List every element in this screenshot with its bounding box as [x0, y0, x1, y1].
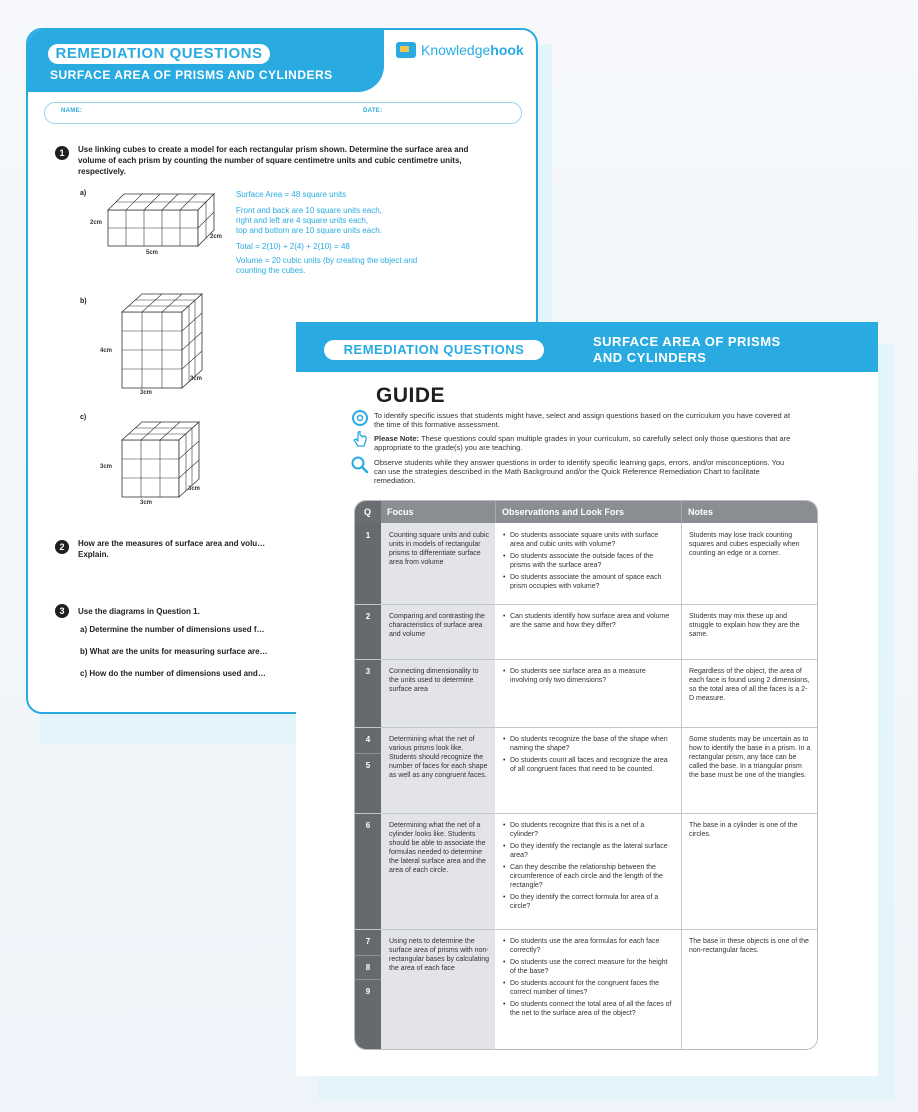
- header-pill: REMEDIATION QUESTIONS: [48, 44, 270, 64]
- header-subtitle: SURFACE AREA OF PRISMS AND CYLINDERS: [593, 334, 781, 365]
- q-divider: [355, 753, 381, 754]
- observation-item: • Do students count all faces and recognize the area of all congruent faces that need to be counted.: [503, 756, 673, 774]
- focus-cell: Connecting dimensionality to the units used to determine surface area: [389, 668, 479, 693]
- observation-item: • Do students recognize the base of the shape when naming the shape?: [503, 735, 673, 753]
- observation-item: • Do students recognize that this is a net of a cylinder?: [503, 821, 673, 839]
- header-band: [296, 322, 878, 372]
- knowledgehook-logo: [396, 39, 524, 61]
- worksheet-page-front: [296, 322, 878, 1076]
- row-divider: [355, 929, 817, 930]
- header-band: [28, 30, 384, 92]
- part-label: a): [80, 190, 87, 197]
- sub-question: b) What are the units for measuring surface are…: [80, 647, 268, 656]
- observation-item: • Do students connect the total area of all the faces of the net to the surface area of the object?: [503, 1000, 673, 1018]
- table-header-focus: Focus: [381, 501, 495, 523]
- observation-item: • Do they identify the correct formula for area of a circle?: [503, 893, 673, 911]
- observation-item: • Can they describe the relationship between the circumference of each circle and the length of the rectangle?: [503, 863, 673, 890]
- guide-note: To identify specific issues that students might have, select and assign questions based on the curriculum you have covered at the time of this formative assessment.: [374, 411, 794, 429]
- observation-item: • Do students see surface area as a measure involving only two dimensions?: [503, 667, 673, 685]
- observation-item: • Do students associate the outside faces of the prisms with the surface area?: [503, 552, 673, 570]
- focus-cell: Comparing and contrasting the characteristics of surface area and volume: [389, 613, 485, 638]
- observation-item: • Do students use the correct measure for the height of the base?: [503, 958, 673, 976]
- observation-item: • Do students associate the amount of space each prism occupies with volume?: [503, 573, 673, 591]
- observation-item: • Do students account for the congruent faces the correct number of times?: [503, 979, 673, 997]
- name-label: NAME:: [61, 108, 83, 114]
- question-number-cell: 9: [365, 987, 371, 996]
- observations-cell: [503, 667, 673, 688]
- row-divider: [355, 727, 817, 728]
- answer-line: Volume = 20 cubic units (by creating the object and counting the cubes.: [236, 256, 418, 275]
- table-header-observations: Observations and Look Fors: [495, 501, 681, 523]
- logo-text: Knowledgehook: [421, 42, 524, 58]
- observation-item: • Do students use the area formulas for each face correctly?: [503, 937, 673, 955]
- dimension-label: 3cm: [100, 464, 113, 470]
- date-label: DATE:: [363, 108, 383, 114]
- answer-line: Surface Area = 48 square units: [236, 190, 347, 199]
- notes-cell: Some students may be uncertain as to how to identify the base in a prism. In a rectangular prism, any face can be called the base. In a triangular prism the base must be one of the triangles.: [689, 736, 811, 779]
- observations-cell: [503, 531, 673, 594]
- page-title: GUIDE: [376, 384, 446, 407]
- notes-cell: The base in these objects is one of the non-rectangular faces.: [689, 938, 809, 954]
- dimension-label: 2cm: [90, 220, 103, 226]
- part-label: c): [80, 414, 87, 421]
- hand-pointer-icon: [352, 433, 368, 449]
- dimension-label: 5cm: [146, 250, 159, 256]
- question-number-cell: 1: [365, 531, 371, 540]
- notes-cell: Students may mix these up and struggle to explain how they are the same.: [689, 613, 800, 638]
- header-pill: REMEDIATION QUESTIONS: [324, 340, 544, 360]
- dimension-label: 3cm: [140, 500, 153, 506]
- question-text: Use linking cubes to create a model for each rectangular prism shown. Determine the surface area and volume of each prism by counting the number of square centimetre units and cubic centimetre units, respectively.: [78, 145, 469, 176]
- logo-icon: [396, 42, 416, 58]
- observations-cell: [503, 821, 673, 914]
- q-divider: [355, 955, 381, 956]
- table-header-notes: Notes: [681, 501, 818, 523]
- guide-note: Please Note: These questions could span multiple grades in your curriculum, so carefully select only those questions that are appropriate to the grade(s) you are teaching.: [374, 434, 794, 452]
- notes-cell: Students may lose track counting squares and cubes especially when counting an edge or a corner.: [689, 532, 800, 557]
- name-date-field: [44, 102, 522, 124]
- row-divider: [355, 604, 817, 605]
- header-subtitle: SURFACE AREA OF PRISMS AND CYLINDERS: [50, 68, 333, 82]
- dimension-label: 3cm: [140, 390, 153, 396]
- question-number-cell: 6: [365, 821, 371, 830]
- answer-line: Front and back are 10 square units each, right and left are 4 square units each, top and bottom are 10 square units each.: [236, 206, 382, 235]
- question-number-cell: 8: [365, 963, 371, 972]
- notes-column: [681, 523, 818, 1049]
- question-number: 1: [55, 146, 69, 160]
- question-number: 2: [55, 540, 69, 554]
- answer-line: Total = 2(10) + 2(4) + 2(10) = 48: [236, 242, 350, 251]
- notes-cell: The base in a cylinder is one of the circles.: [689, 822, 798, 838]
- dimension-label: 2cm: [210, 234, 223, 240]
- row-divider: [355, 659, 817, 660]
- part-label: b): [80, 298, 87, 305]
- observations-cell: [503, 937, 673, 1021]
- question-number-cell: 3: [365, 667, 371, 676]
- focus-cell: Determining what the net of a cylinder looks like. Students should be able to associate the formulas needed to determine the lateral surface area and the area of each circle.: [389, 822, 486, 874]
- guide-note: Observe students while they answer questions in order to identify specific learning gaps, errors, and/or misconceptions. You can use the strategies described in the Math Background and/or the Quick Reference Remediation Chart to facilitate remediation.: [374, 458, 794, 485]
- question-number-cell: 5: [365, 761, 371, 770]
- target-icon: [352, 410, 368, 426]
- q-divider: [355, 979, 381, 980]
- notes-cell: Regardless of the object, the area of each face is found using 2 dimensions, so the total area of all the faces is a 2-D measure.: [689, 668, 810, 702]
- question-number-cell: 2: [365, 612, 371, 621]
- table-header-q: Q: [355, 501, 381, 523]
- focus-cell: Using nets to determine the surface area of prisms with non-rectangular bases by calculating the area of each face: [389, 938, 490, 972]
- sub-question: c) How do the number of dimensions used and…: [80, 669, 266, 678]
- column-divider: [681, 523, 682, 1049]
- dimension-label: 3cm: [190, 376, 203, 382]
- magnifier-icon: [352, 457, 368, 473]
- sub-question: a) Determine the number of dimensions used f…: [80, 625, 265, 634]
- observations-cell: [503, 735, 673, 777]
- observation-item: • Do they identify the rectangle as the lateral surface area?: [503, 842, 673, 860]
- observations-cell: [503, 612, 673, 633]
- question-number-cell: 4: [365, 735, 371, 744]
- dimension-label: 3cm: [188, 486, 201, 492]
- question-number: 3: [55, 604, 69, 618]
- observation-item: • Can students identify how surface area and volume are the same and how they differ?: [503, 612, 673, 630]
- focus-cell: Determining what the net of various prisms look like. Students should recognize the number of faces for each shape as well as any congruent faces.: [389, 736, 488, 779]
- row-divider: [355, 813, 817, 814]
- question-text: How are the measures of surface area and volu… Explain.: [78, 539, 266, 559]
- dimension-label: 4cm: [100, 348, 113, 354]
- focus-cell: Counting square units and cubic units in models of rectangular prisms to differentiate surface area from volume: [389, 532, 490, 566]
- observation-item: • Do students associate square units with surface area and cubic units with volume?: [503, 531, 673, 549]
- prism-5x2x2-diagram: [106, 190, 216, 250]
- question-text: Use the diagrams in Question 1.: [78, 607, 200, 616]
- question-number-cell: 7: [365, 937, 371, 946]
- remediation-table: [354, 500, 818, 1050]
